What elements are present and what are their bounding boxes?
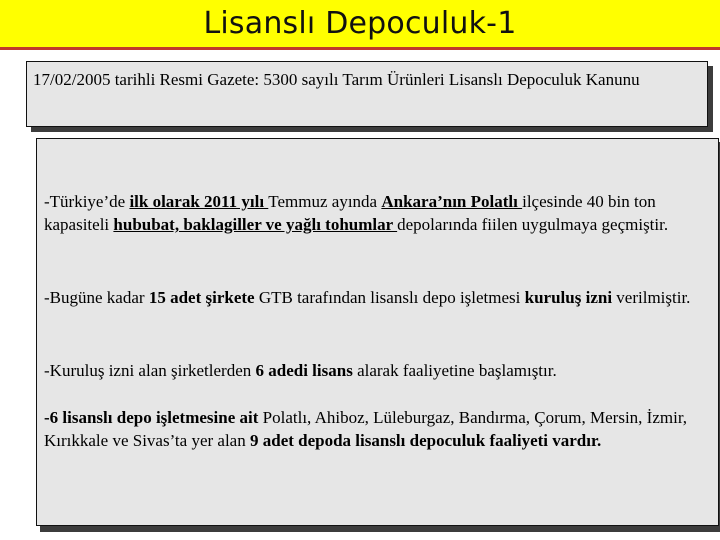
p4-operators-highlight: -6 lisanslı depo işletmesine ait <box>44 408 259 427</box>
p2-permit-highlight: kuruluş izni <box>524 288 613 307</box>
content-box <box>36 138 719 526</box>
p3-text-1: -Kuruluş izni alan şirketlerden <box>44 361 256 380</box>
paragraph-establishment-permits <box>44 286 714 309</box>
p1-location-highlight: Ankara’nın Polatlı <box>381 192 523 211</box>
p4-cities-text: Polatlı, Ahiboz, Lüleburgaz, Bandırma, Çorum, Mersin, İzmir, Kırıkkale ve Sivas’ta yer alan <box>44 408 688 450</box>
p2-company-count: 15 adet şirkete <box>148 288 255 307</box>
p1-text-2: Temmuz ayında <box>268 192 382 211</box>
p2-text-3: verilmiştir. <box>612 288 691 307</box>
p4-warehouse-count: 9 adet depoda lisanslı depoculuk faaliyeti vardır. <box>249 431 602 450</box>
slide-title: Lisanslı Depoculuk-1 <box>203 6 517 41</box>
p1-text-4: depolarında fiilen uygulmaya geçmiştir. <box>397 215 669 234</box>
paragraph-licensed-companies <box>44 359 714 382</box>
paragraph-first-implementation <box>44 190 714 236</box>
p2-text-2: GTB tarafından lisanslı depo işletmesi <box>254 288 525 307</box>
law-reference-box <box>26 61 708 127</box>
title-bar <box>0 0 720 50</box>
p3-text-2: alarak faaliyetine başlamıştır. <box>352 361 557 380</box>
p2-text-1: -Bugüne kadar <box>44 288 149 307</box>
p1-products-highlight: hububat, baklagiller ve yağlı tohumlar <box>113 215 398 234</box>
p1-year-highlight: ilk olarak 2011 yılı <box>129 192 269 211</box>
p1-text-1: -Türkiye’de <box>44 192 130 211</box>
p3-license-count: 6 adedi lisans <box>255 361 353 380</box>
law-reference-text: 17/02/2005 tarihli Resmi Gazete: 5300 sayılı Tarım Ürünleri Lisanslı Depoculuk Kanunu <box>33 70 640 89</box>
paragraph-warehouse-locations <box>44 406 714 452</box>
p1-text-3: ilçesinde 40 bin ton kapasiteli <box>44 192 656 234</box>
